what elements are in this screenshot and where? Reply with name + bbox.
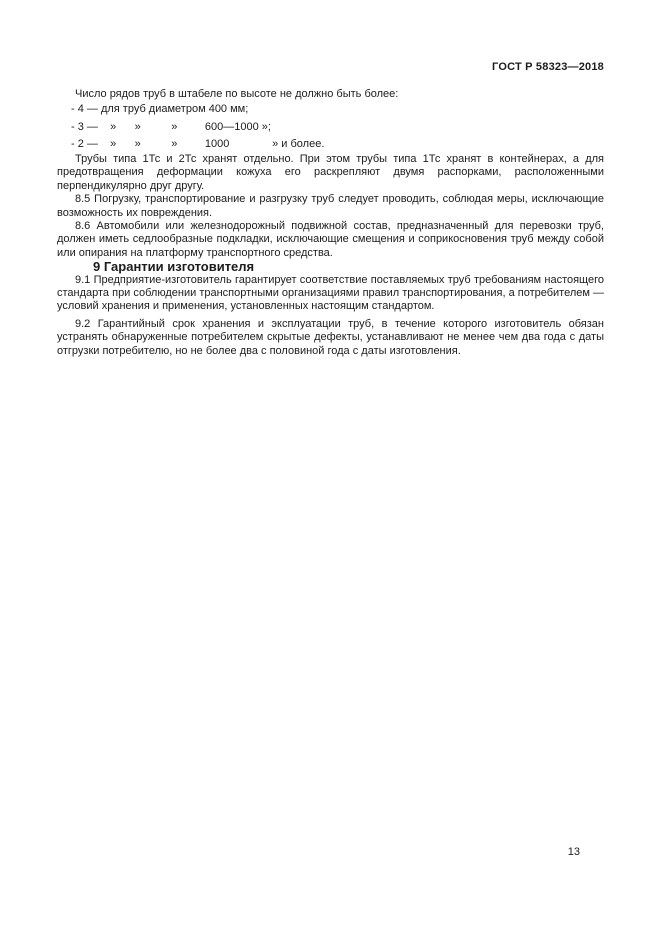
list-item-rows-4: - 4 — для труб диаметром 400 мм;	[71, 103, 249, 116]
paragraph-9-2: 9.2 Гарантийный срок хранения и эксплуатации труб, в течение которого изготовитель обязан устранять обнаруженные потребителем скрытые дефекты, устанавливают не менее чем два года с даты отгрузки потребителю, но не более два с половиной года с даты изготовления.	[57, 317, 604, 357]
paragraph-storage: Трубы типа 1Тс и 2Тс хранят отдельно. При этом трубы типа 1Тс хранят в контейнерах, а для предотвращения деформации кожуха его раскрепляют двумя распорками, расположенными перпендикулярно друг другу.	[57, 153, 604, 192]
list-item-rows-2: - 2 — » » » 1000 » и более.	[71, 137, 325, 150]
paragraph-8-5: 8.5 Погрузку, транспортирование и разгрузку труб следует проводить, соблюдая меры, исключающие возможность их повреждения.	[57, 193, 604, 219]
list-item-rows-3: - 3 — » » » 600—1000 »;	[71, 120, 271, 133]
standard-code-header: ГОСТ Р 58323—2018	[492, 61, 604, 73]
paragraph-intro: Число рядов труб в штабеле по высоте не должно быть более:	[75, 88, 399, 100]
paragraph-9-1: 9.1 Предприятие-изготовитель гарантирует соответствие поставляемых труб требованиям настоящего стандарта при соблюдении транспортными организациями правил транспортирования, а потребителем — условий хранения и применения, установленных настоящим стандартом.	[57, 273, 604, 313]
section-title-warranties: 9 Гарантии изготовителя	[93, 259, 255, 275]
paragraph-8-6: 8.6 Автомобили или железнодорожный подвижной состав, предназначенный для перевозки труб, должен иметь седлообразные подкладки, исключающие смещения и соприкосновения труб между собой или опирания на платформу транспортного средства.	[57, 220, 604, 259]
document-content	[57, 88, 604, 358]
page-number: 13	[567, 846, 580, 858]
